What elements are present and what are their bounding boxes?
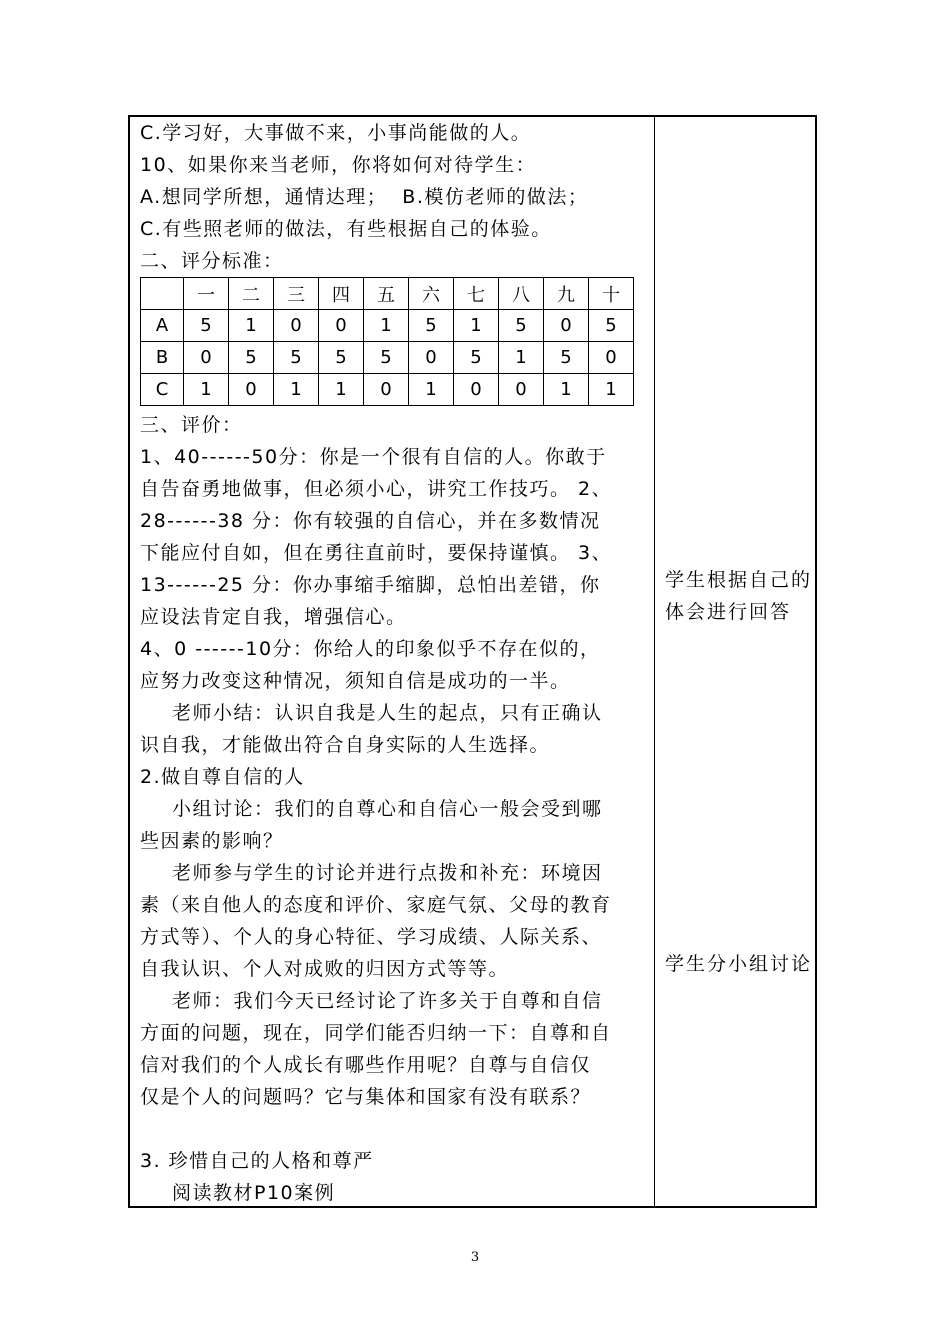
score-cell: 0	[589, 342, 634, 374]
score-header-cell: 六	[409, 278, 454, 310]
score-cell: 0	[364, 374, 409, 406]
score-cell: 1	[364, 310, 409, 342]
score-cell: 1	[319, 374, 364, 406]
student-activity-note: 学生根据自己的体会进行回答	[665, 569, 813, 623]
evaluation-heading: 三、评价：	[140, 414, 243, 436]
evaluation-line: 28------38 分：你有较强的自信心，并在多数情况	[140, 510, 601, 532]
score-cell: 5	[319, 342, 364, 374]
teacher-guidance-line: 自我认识、个人对成败的归因方式等等。	[140, 958, 510, 980]
score-header-cell: 七	[454, 278, 499, 310]
score-cell: 5	[364, 342, 409, 374]
score-cell: 1	[229, 310, 274, 342]
question-9-option-c: C.学习好，大事做不来，小事尚能做的人。	[140, 122, 532, 144]
score-cell: 0	[454, 374, 499, 406]
discussion-line: 些因素的影响？	[140, 830, 284, 852]
evaluation-line: 1、40------50分：你是一个很有自信的人。你敢于	[140, 446, 607, 468]
evaluation-line: 13------25 分：你办事缩手缩脚，总怕出差错，你	[140, 574, 601, 596]
score-cell: 0	[319, 310, 364, 342]
score-header-cell: 九	[544, 278, 589, 310]
evaluation-line: 4、0 ------10分：你给人的印象似乎不存在似的，	[140, 638, 601, 660]
teacher-summary-line: 识自我，才能做出符合自身实际的人生选择。	[140, 734, 551, 756]
score-header-cell	[141, 278, 184, 310]
teacher-guidance-line: 老师参与学生的讨论并进行点拨和补充：环境因	[172, 862, 603, 884]
question-10-option-c: C.有些照老师的做法，有些根据自己的体验。	[140, 218, 552, 240]
score-header-cell: 四	[319, 278, 364, 310]
score-cell: 0	[499, 374, 544, 406]
score-cell: 5	[454, 342, 499, 374]
score-cell: 5	[274, 342, 319, 374]
score-header-cell: 八	[499, 278, 544, 310]
section-heading: 3. 珍惜自己的人格和尊严	[140, 1150, 374, 1172]
score-cell: 1	[274, 374, 319, 406]
score-cell: 1	[589, 374, 634, 406]
teaching-content-column	[130, 117, 655, 1206]
score-row-label: B	[141, 342, 184, 374]
score-table	[140, 277, 634, 406]
score-cell: 0	[544, 310, 589, 342]
evaluation-line: 下能应付自如，但在勇往直前时，要保持谨慎。 3、	[140, 542, 613, 564]
score-cell: 5	[499, 310, 544, 342]
score-header-cell: 一	[184, 278, 229, 310]
evaluation-line: 应设法肯定自我，增强信心。	[140, 606, 407, 628]
score-header-cell: 五	[364, 278, 409, 310]
score-cell: 0	[184, 342, 229, 374]
score-cell: 5	[229, 342, 274, 374]
discussion-line: 小组讨论：我们的自尊心和自信心一般会受到哪	[172, 798, 603, 820]
score-table-row	[141, 310, 634, 342]
teacher-question-line: 方面的问题，现在，同学们能否归纳一下：自尊和自	[140, 1022, 612, 1044]
evaluation-line: 应努力改变这种情况，须知自信是成功的一半。	[140, 670, 571, 692]
score-row-label: A	[141, 310, 184, 342]
teacher-question-line: 信对我们的个人成长有哪些作用呢？自尊与自信仅	[140, 1054, 592, 1076]
teacher-question-line: 老师：我们今天已经讨论了许多关于自尊和自信	[172, 990, 603, 1012]
score-cell: 0	[229, 374, 274, 406]
score-cell: 5	[409, 310, 454, 342]
student-activity-note: 学生分小组讨论	[665, 953, 813, 975]
teacher-guidance-line: 素（来自他人的态度和评价、家庭气氛、父母的教育	[140, 894, 612, 916]
question-10: 10、如果你来当老师，你将如何对待学生：	[140, 154, 537, 176]
score-cell: 1	[409, 374, 454, 406]
teacher-question-line: 仅是个人的问题吗？它与集体和国家有没有联系？	[140, 1086, 592, 1108]
question-10-options-ab: A.想同学所想，通情达理； B.模仿老师的做法；	[140, 186, 589, 208]
score-row-label: C	[141, 374, 184, 406]
score-cell: 5	[184, 310, 229, 342]
scoring-heading: 二、评分标准：	[140, 250, 284, 272]
score-cell: 0	[274, 310, 319, 342]
score-cell: 1	[454, 310, 499, 342]
score-table-row	[141, 374, 634, 406]
score-table-row	[141, 342, 634, 374]
page-number: 3	[470, 1250, 480, 1265]
score-cell: 5	[544, 342, 589, 374]
teacher-guidance-line: 方式等）、个人的身心特征、学习成绩、人际关系、	[140, 926, 603, 948]
lesson-plan-table	[128, 115, 817, 1208]
score-header-cell: 二	[229, 278, 274, 310]
score-header-cell: 三	[274, 278, 319, 310]
score-cell: 1	[499, 342, 544, 374]
evaluation-line: 自告奋勇地做事，但必须小心，讲究工作技巧。 2、	[140, 478, 613, 500]
score-cell: 1	[544, 374, 589, 406]
score-cell: 1	[184, 374, 229, 406]
student-activity-column	[655, 117, 815, 1206]
reading-task-line: 阅读教材P10案例	[172, 1182, 336, 1204]
teacher-summary-line: 老师小结：认识自我是人生的起点，只有正确认	[172, 702, 603, 724]
score-cell: 0	[409, 342, 454, 374]
section-heading: 2.做自尊自信的人	[140, 766, 305, 788]
score-header-cell: 十	[589, 278, 634, 310]
score-cell: 5	[589, 310, 634, 342]
score-table-header-row	[141, 278, 634, 310]
